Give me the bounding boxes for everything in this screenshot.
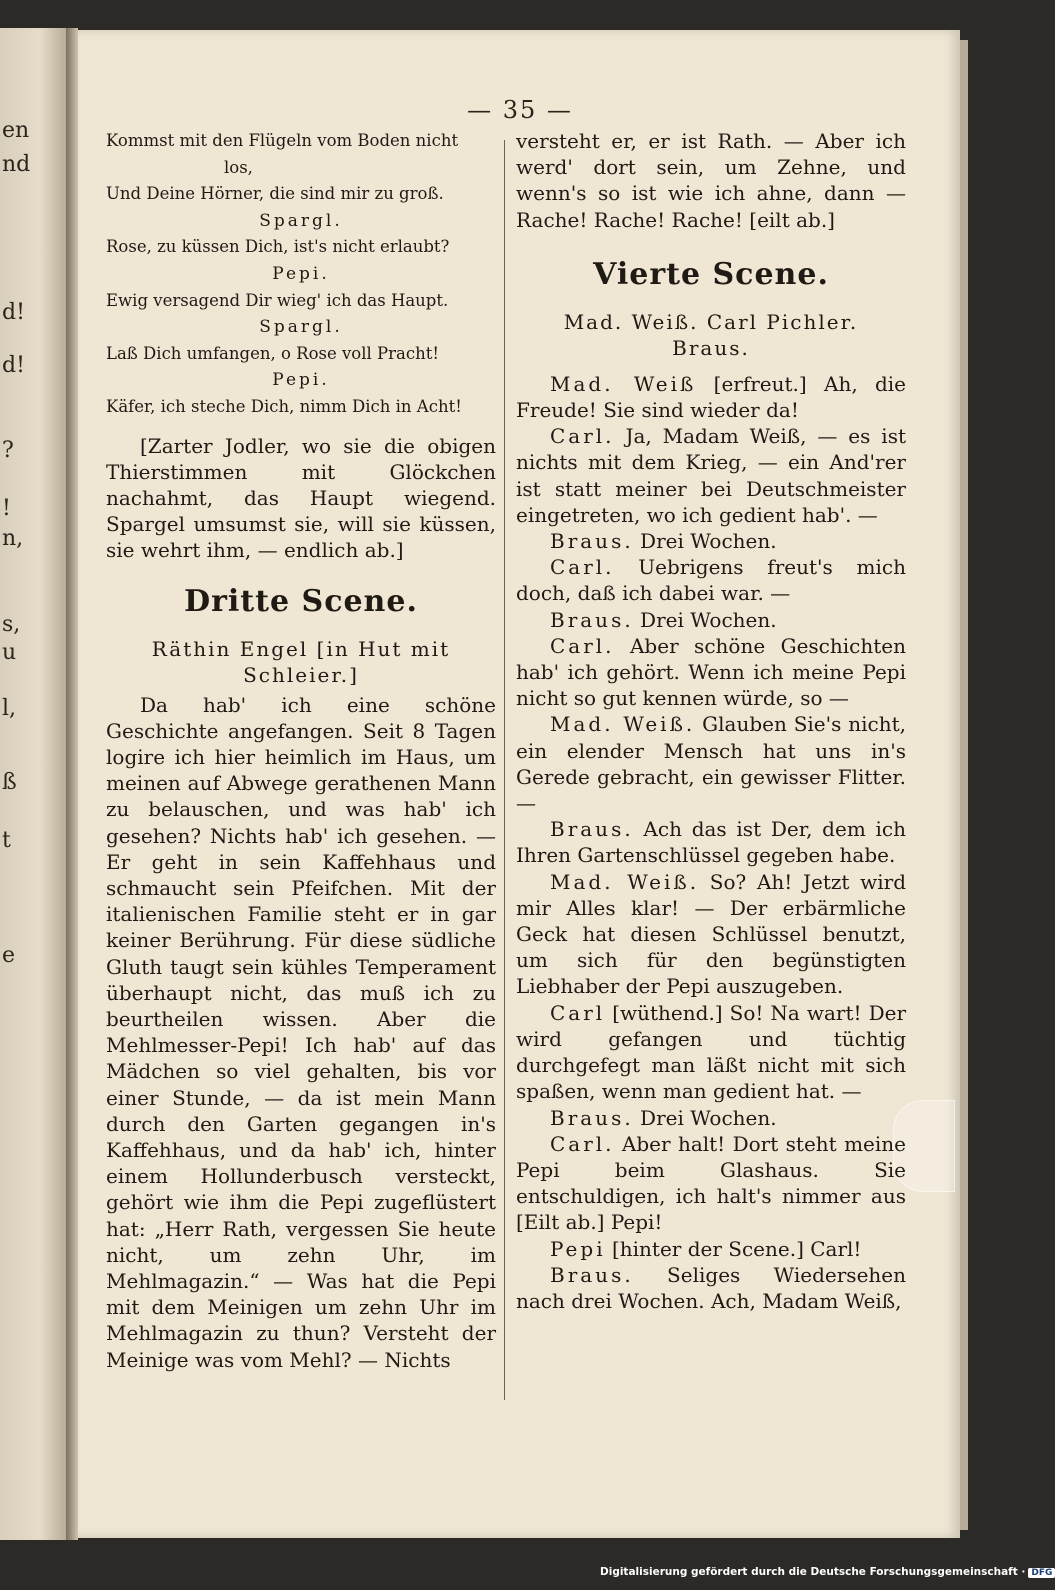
verse-line: Und Deine Hörner, die sind mir zu groß. <box>106 184 444 204</box>
facing-page-fragment: l, <box>2 696 17 721</box>
verse-line: Rose, zu küssen Dich, ist's nicht erlaubt? <box>106 237 450 257</box>
scene-title-vierte: Vierte Scene. <box>593 256 829 292</box>
page-number: — 35 — <box>467 96 573 124</box>
speaker-name: Braus. <box>550 1262 634 1287</box>
speaker-name: Braus. <box>550 607 634 632</box>
speaker-name: Mad. Weiß. <box>550 869 700 894</box>
dialogue-line <box>516 816 906 868</box>
dialogue-line <box>516 371 906 423</box>
dialogue-line <box>516 1236 906 1262</box>
dialogue-line <box>516 528 906 554</box>
cast-list-dritte: Räthin Engel [in Hut mit Schleier.] <box>151 636 451 687</box>
speaker-name: Carl <box>550 1000 606 1025</box>
speaker-name: Pepi <box>550 1236 606 1261</box>
dialogue-line <box>516 1262 906 1314</box>
dialogue-line <box>516 1000 906 1105</box>
continuation-text: versteht er, er ist Rath. — Aber ich werd' dort sein, um Zehne, und wenn's so ist wie ich ahne, dann — Rache! Rache! Rache! [eilt ab.] <box>516 129 906 232</box>
page-edge <box>960 40 968 1530</box>
dialogue-text: Drei Wochen. <box>633 607 777 632</box>
scene-title-dritte: Dritte Scene. <box>184 583 418 619</box>
verse-line: Kommst mit den Flügeln vom Boden nicht <box>106 131 459 150</box>
dialogue-text: So? Ah! Jetzt wird mir Alles klar! — Der erbärmliche Geck hat diesen Schlüssel benutzt, um sich für den begünstigten Liebhaber der Pepi auszugeben. <box>516 869 906 999</box>
verse-speaker: Pepi. <box>272 263 330 284</box>
facing-page-fragment: t <box>2 828 11 853</box>
facing-page-fragment: ! <box>2 496 11 521</box>
left-column <box>106 128 496 1373</box>
footer-credit <box>600 1566 1053 1584</box>
speaker-name: Braus. <box>550 529 634 554</box>
dialogue-line <box>516 1131 906 1236</box>
cast-list-vierte-2: Braus. <box>672 335 750 360</box>
stage-direction: [Zarter Jodler, wo sie die obigen Thierstimmen mit Glöckchen nachahmt, das Haupt wiegend. Spargel umsumst sie, will sie küssen, sie wehrt ihm, — endlich ab.] <box>106 433 496 563</box>
dialogue-text: Uebrigens freut's mich doch, daß ich dabei war. — <box>516 555 906 606</box>
facing-page-fragment: d! <box>2 300 25 325</box>
facing-page-fragment: ? <box>2 438 14 463</box>
verse-block <box>106 128 496 421</box>
dialogue-line <box>516 423 906 528</box>
verse-line: Ewig versagend Dir wieg' ich das Haupt. <box>106 290 449 310</box>
facing-page-fragment: en <box>2 118 30 143</box>
facing-page-fragment: e <box>2 943 16 968</box>
dialogue-text: [erfreut.] Ah, die Freude! Sie sind wieder da! <box>516 371 906 423</box>
verse-line: Laß Dich umfangen, o Rose voll Pracht! <box>106 343 439 363</box>
dialogue-text: Drei Wochen. <box>633 1105 777 1130</box>
dialogue-text: [hinter der Scene.] Carl! <box>605 1236 862 1261</box>
monologue-text: Da hab' ich eine schöne Geschichte angefangen. Seit 8 Tagen logire ich hier heimlich im Haus, um meinen auf Abwege gerathenen Mann zu belauschen, und was hab' ich gesehen? Nichts hab' ich gesehen. — Er geht in sein Kaffehhaus und schmaucht sein Pfeifchen. Mit der italienischen Familie steht er in gar keiner Berührung. Für diese südliche Gluth taugt sein kühles Temperament überhaupt nicht, das muß ich zu beurtheilen wissen. Aber die Mehlmesser-Pepi! Ich hab' auf das Mädchen so viel gehalten, bis vor einer Stunde, — da ist mein Mann durch den Garten gegangen in's Kaffehhaus, und da hab' ich, hinter einem Hollunderbusch versteckt, gehört wie ihm die Pepi zugeflüstert hat: „Herr Rath, vergessen Sie heute nicht, um zehn Uhr, im Mehlmagazin.“ — Was hat die Pepi mit dem Meinigen um zehn Uhr im Mehlmagazin zu thun? Versteht der Meinige was vom Mehl? — Nichts <box>106 692 496 1372</box>
facing-page-edge <box>0 28 66 1540</box>
speaker-name: Carl. <box>550 424 615 449</box>
speaker-name: Mad. Weiß. <box>550 712 696 737</box>
dialogue-text: Drei Wochen. <box>633 529 777 554</box>
dialogue-text: Ja, Madam Weiß, — es ist nichts mit dem Krieg, — ein And'rer ist statt meiner bei Deutschmeister eingetreten, wo ich gedient hab'. — <box>516 424 906 527</box>
cast-list-vierte-1: Mad. Weiß. Carl Pichler. <box>563 309 859 334</box>
dialogue-text: Seliges Wiedersehen nach drei Wochen. Ach, Madam Weiß, <box>516 1262 906 1313</box>
dialogue-line <box>516 1105 906 1131</box>
speaker-name: Carl. <box>550 633 615 658</box>
dialogue-line <box>516 869 906 1000</box>
facing-page-fragment: u <box>2 640 17 665</box>
facing-page-fragment: n, <box>2 526 24 551</box>
speaker-name: Carl. <box>550 555 615 580</box>
dialogue-text: Aber halt! Dort steht meine Pepi beim Glashaus. Sie entschuldigen, ich halt's nimmer aus [Eilt ab.] Pepi! <box>516 1131 906 1235</box>
facing-page-fragment: s, <box>2 612 21 637</box>
dialogue-line <box>516 633 906 712</box>
dialogue-line <box>516 607 906 633</box>
verse-speaker: Spargl. <box>259 210 343 231</box>
verse-line: los, <box>224 157 253 177</box>
speaker-name: Braus. <box>550 1105 634 1130</box>
column-divider <box>504 140 505 1400</box>
verse-speaker: Pepi. <box>272 370 330 391</box>
speaker-name: Carl. <box>550 1131 615 1156</box>
speaker-name: Braus. <box>550 817 634 842</box>
dialogue-line <box>516 554 906 606</box>
facing-page-fragment: nd <box>2 152 31 177</box>
verse-speaker: Spargl. <box>259 317 343 338</box>
dialogue-text: Aber schöne Geschichten hab' ich gehört. Wenn ich meine Pepi nicht so gut kennen würde, so — <box>516 633 906 711</box>
dfg-logo: DFG <box>1028 1568 1055 1578</box>
dialogue-text: Glauben Sie's nicht, ein elender Mensch hat uns in's Gerede gebracht, ein gewisser Flitter. — <box>516 712 907 816</box>
book-gutter <box>66 28 78 1540</box>
dialogue-block <box>516 371 906 1314</box>
speaker-name: Mad. Weiß <box>550 371 697 396</box>
verse-line: Käfer, ich steche Dich, nimm Dich in Acht! <box>106 396 462 416</box>
facing-page-fragment: d! <box>2 353 25 378</box>
dialogue-text: Ach das ist Der, dem ich Ihren Gartenschlüssel gegeben habe. <box>516 817 906 868</box>
footer-text: Digitalisierung gefördert durch die Deutsche Forschungsgemeinschaft · <box>600 1566 1026 1578</box>
dialogue-text: [wüthend.] So! Na wart! Der wird gefangen und tüchtig durchgefegt man läßt nicht mit sich spaßen, wenn man gedient hat. — <box>516 1000 906 1104</box>
facing-page-fragment: ß <box>2 770 17 795</box>
dialogue-line <box>516 711 906 816</box>
right-column <box>516 128 906 1314</box>
